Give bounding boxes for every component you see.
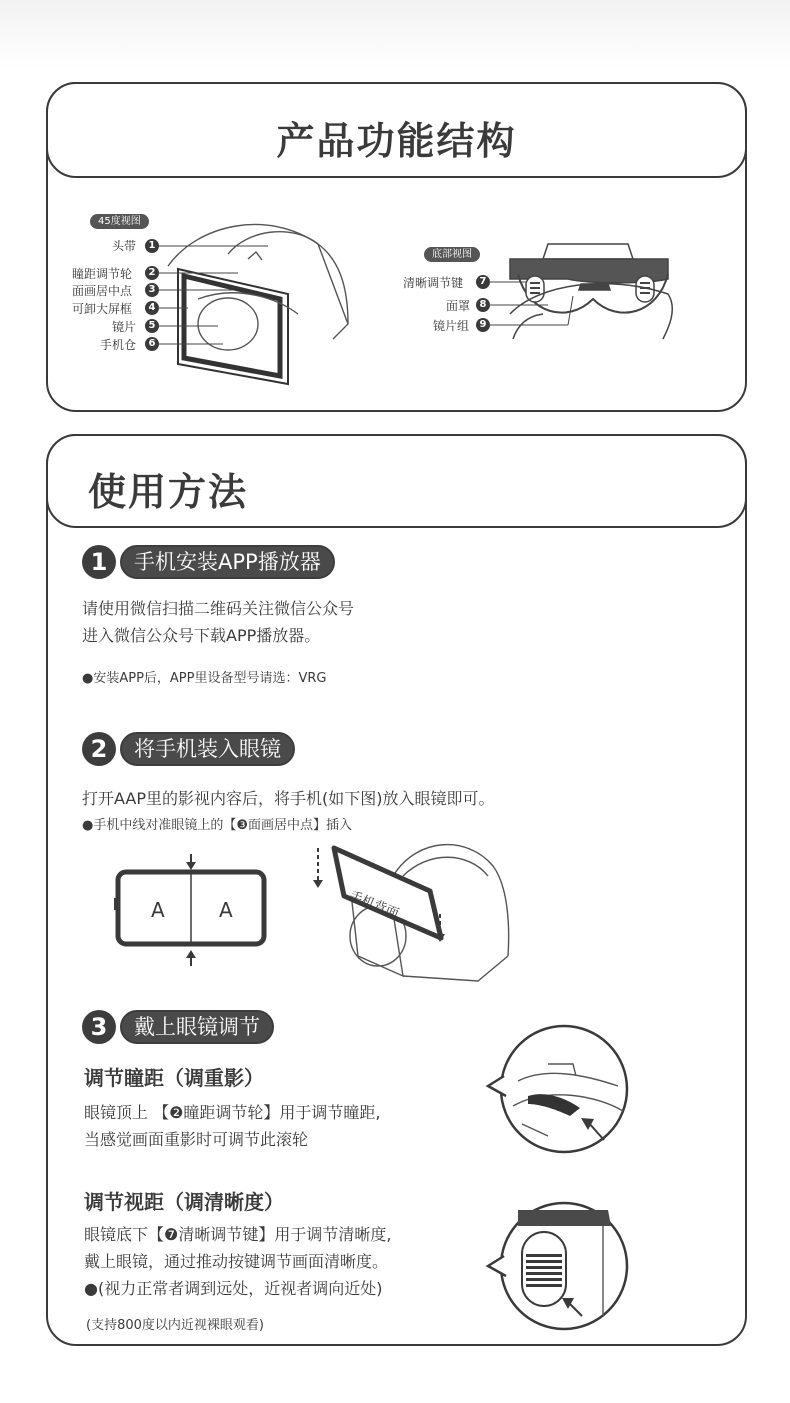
usage-title: 使用方法 xyxy=(88,470,249,514)
part-label-headband: 头带 xyxy=(112,239,137,253)
step-1-number: 1 xyxy=(82,545,116,579)
part-num-8: 8 xyxy=(476,298,490,312)
part-num-9: 9 xyxy=(476,318,490,332)
step-1-line-2: 进入微信公众号下载APP播放器。 xyxy=(82,626,321,645)
part-num-7: 7 xyxy=(476,275,490,289)
part-num-4: 4 xyxy=(145,301,159,315)
view-45-badge: 45度视图 xyxy=(90,214,149,229)
phone-back-label: 手机背面 xyxy=(346,888,401,923)
step-1-title: 手机安装APP播放器 xyxy=(120,545,335,579)
focus-line-1: 眼镜底下【❼清晰调节键】用于调节清晰度, xyxy=(84,1225,392,1244)
part-label-phone-bay: 手机仓 xyxy=(100,338,137,352)
phone-right-label: A xyxy=(219,898,233,922)
part-num-6: 6 xyxy=(145,337,159,351)
step-2-title: 将手机装入眼镜 xyxy=(120,732,295,766)
part-label-lens: 镜片 xyxy=(112,320,137,334)
step-1-note: ●安装APP后，APP里设备型号请选：VRG xyxy=(82,671,327,686)
part-num-2: 2 xyxy=(145,266,159,280)
headset-bottom-illustration xyxy=(48,84,748,414)
ipd-subheading: 调节瞳距（调重影） xyxy=(84,1066,264,1090)
step-1-line-1: 请使用微信扫描二维码关注微信公众号 xyxy=(82,599,355,618)
top-fade xyxy=(0,0,790,70)
structure-title: 产品功能结构 xyxy=(276,119,517,163)
clarity-key-zoom xyxy=(48,436,748,1348)
part-label-center-point: 面画居中点 xyxy=(72,284,133,298)
focus-subheading: 调节视距（调清晰度） xyxy=(84,1190,284,1214)
part-num-5: 5 xyxy=(145,319,159,333)
ipd-line-1: 眼镜顶上 【❷瞳距调节轮】用于调节瞳距, xyxy=(84,1103,381,1122)
step-2-number: 2 xyxy=(82,732,116,766)
part-label-screen-frame: 可卸大屏框 xyxy=(72,302,133,316)
part-num-1: 1 xyxy=(145,239,159,253)
usage-card xyxy=(46,434,747,1346)
bottom-view-badge: 底部视图 xyxy=(424,247,480,262)
ipd-line-2: 当感觉画面重影时可调节此滚轮 xyxy=(84,1130,309,1149)
support-footnote: (支持800度以内近视裸眼观看) xyxy=(86,1318,264,1333)
part-label-ipd-wheel: 瞳距调节轮 xyxy=(72,267,133,281)
step-3-title: 戴上眼镜调节 xyxy=(120,1010,274,1044)
step-2-note: ●手机中线对准眼镜上的【❸面画居中点】插入 xyxy=(82,818,352,833)
step-2-line-1: 打开AAP里的影视内容后，将手机(如下图)放入眼镜即可。 xyxy=(82,789,495,808)
part-num-3: 3 xyxy=(145,283,159,297)
part-label-clarity-key: 清晰调节键 xyxy=(403,276,464,290)
phone-left-label: A xyxy=(151,898,165,922)
part-label-face-mask: 面罩 xyxy=(446,299,471,313)
focus-line-2: 戴上眼镜，通过推动按键调节画面清晰度。 xyxy=(84,1252,389,1271)
focus-line-3: ●(视力正常者调到远处，近视者调向近处) xyxy=(84,1279,383,1298)
part-label-lens-group: 镜片组 xyxy=(433,319,470,333)
step-3-number: 3 xyxy=(82,1010,116,1044)
product-structure-card xyxy=(46,82,747,412)
